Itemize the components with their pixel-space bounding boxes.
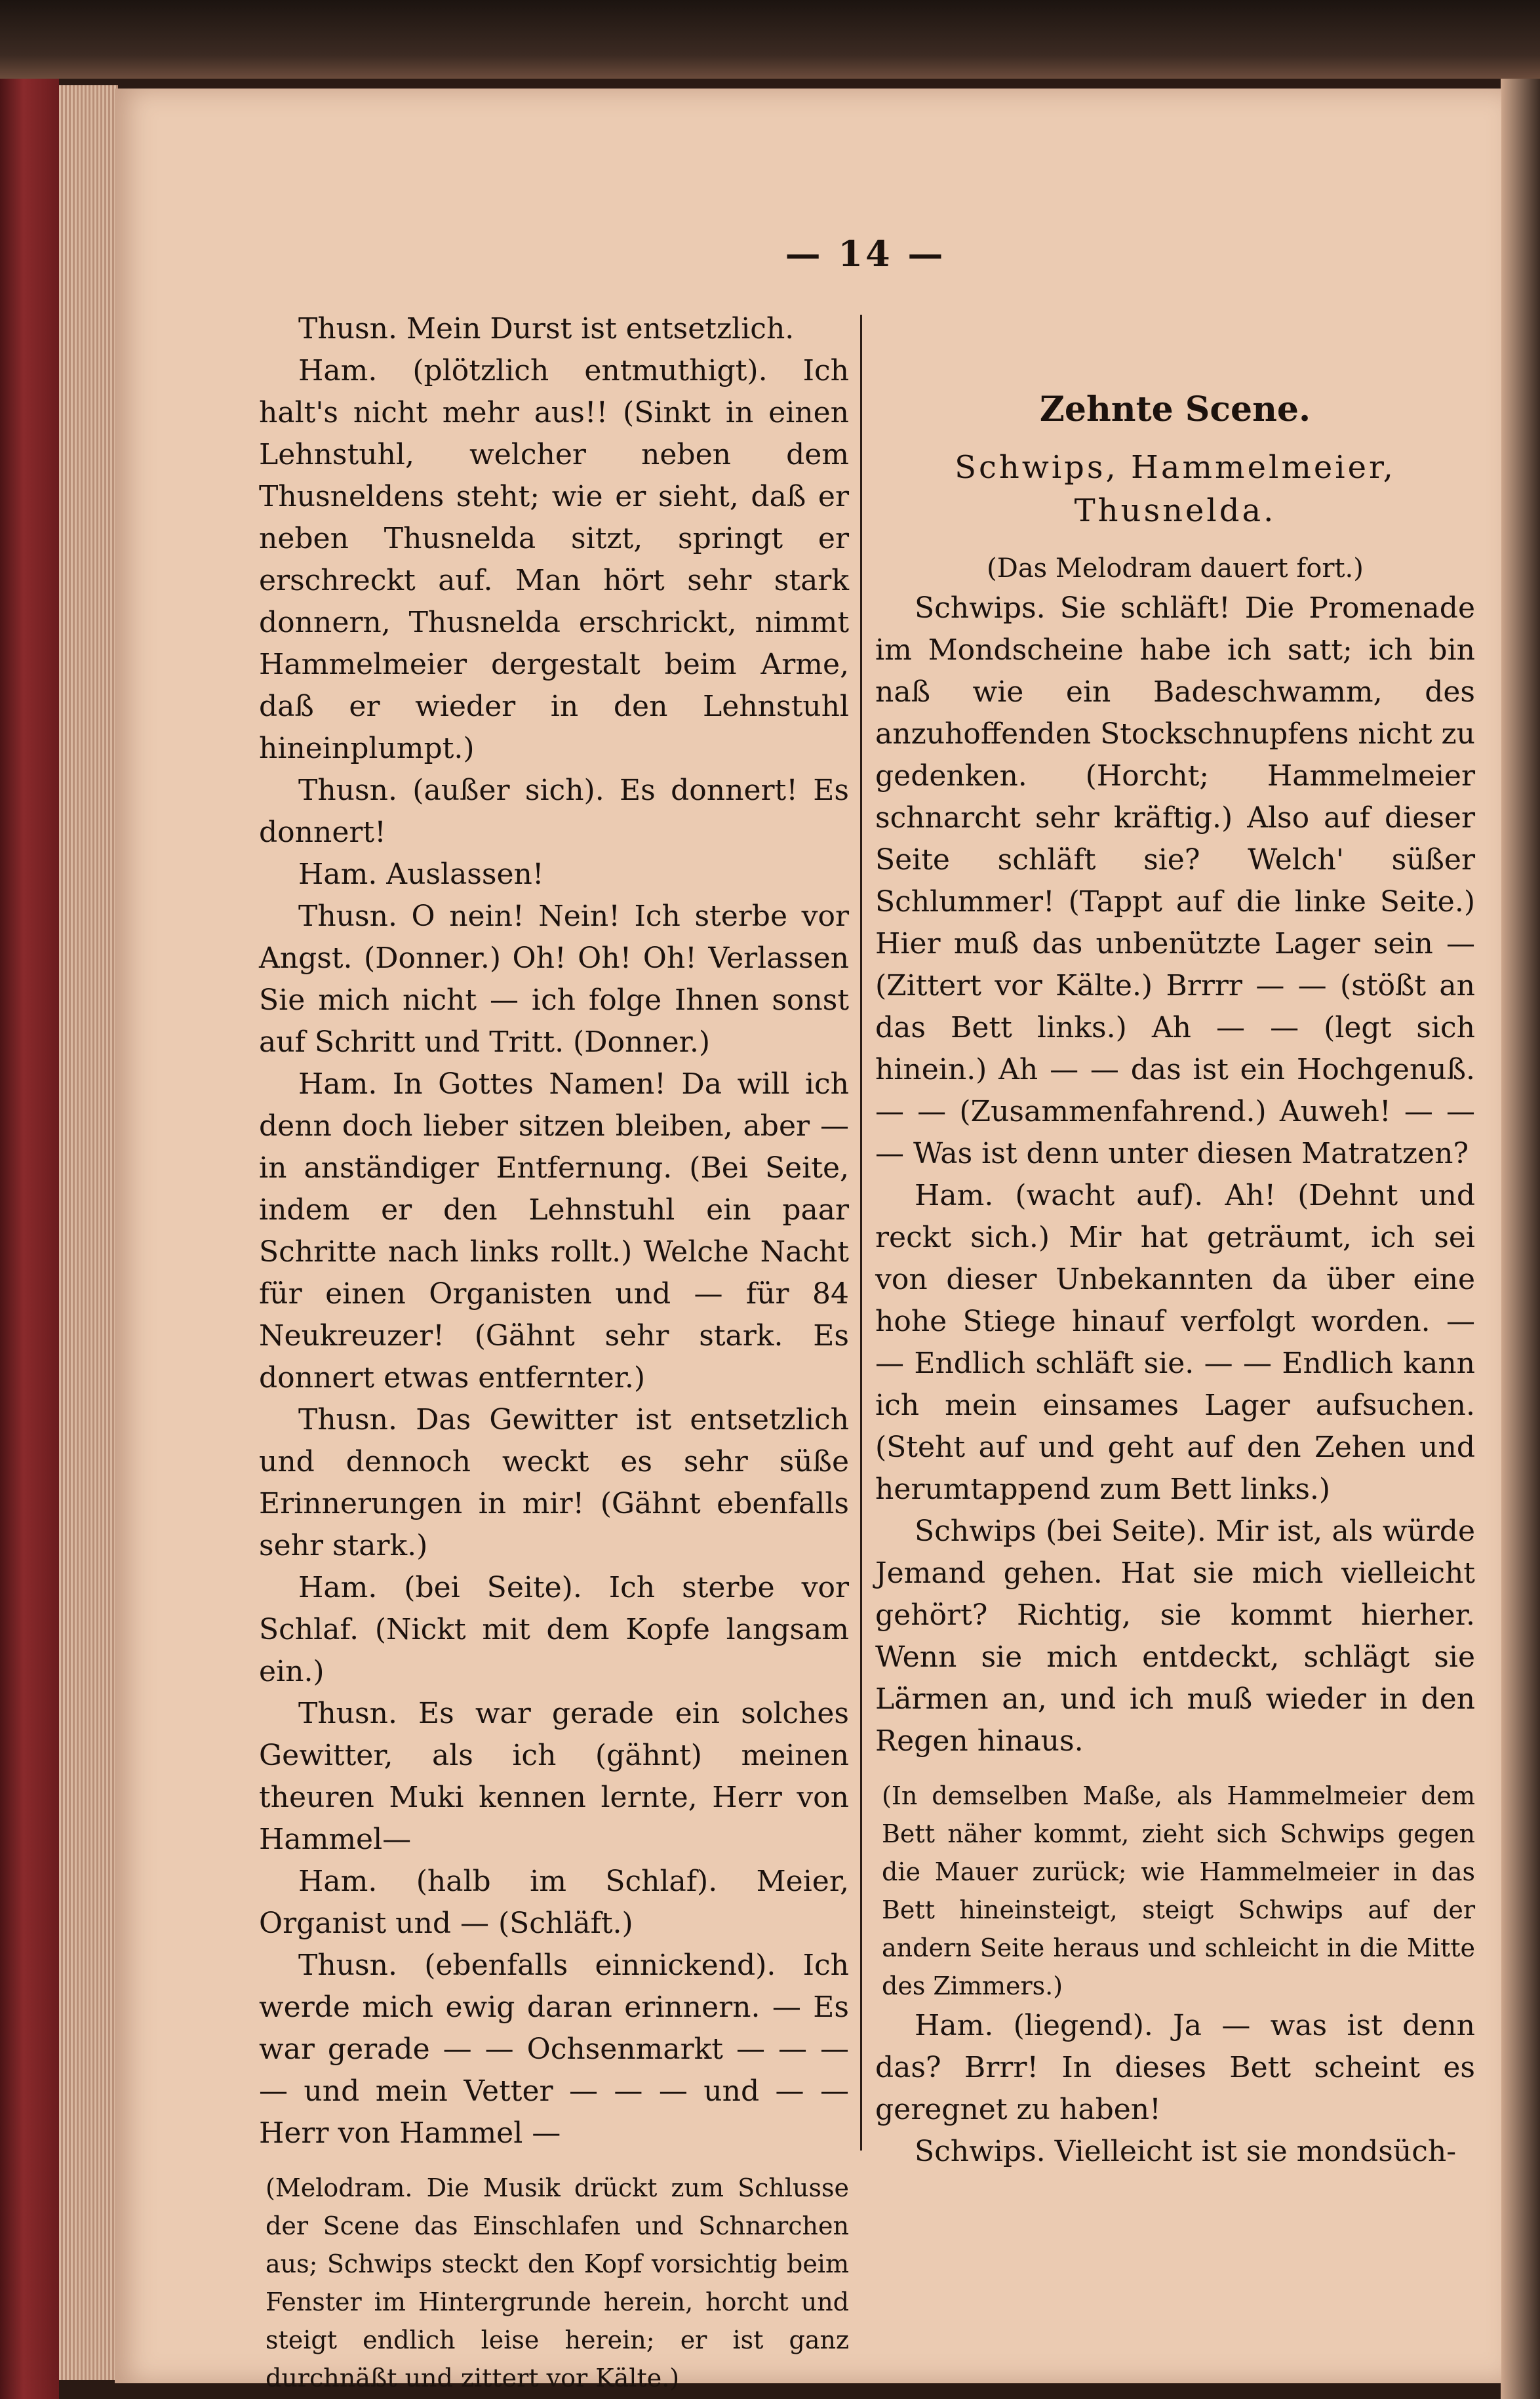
left-para-10: Ham. (halb im Schlaf). Meier, Organist und — (Schläft.) — [259, 1865, 849, 1940]
left-para-4: Ham. Auslassen! — [298, 858, 544, 891]
book-right-edge — [1501, 79, 1540, 2399]
scene-title: Zehnte Scene. — [1039, 389, 1311, 429]
right-para-4: Ham. (liegend). Ja — was ist denn das? Brrr! In dieses Bett scheint es geregnet zu haben! — [875, 2009, 1475, 2126]
column-divider — [860, 315, 862, 2151]
left-para-9: Thusn. Es war gerade ein solches Gewitter, als ich (gähnt) meinen theuren Muki kennen lernte, Herr von Hammel— — [259, 1697, 849, 1856]
right-para-2: Ham. (wacht auf). Ah! (Dehnt und reckt sich.) Mir hat geträumt, ich sei von dieser Unbekannten da über eine hohe Stiege hinauf verfolgt worden. — — Endlich schläft sie. — — Endlich kann ich mein einsames Lager aufsuchen. (Steht auf und geht auf den Zehen und herumtappend zum Bett links.) — [875, 1179, 1475, 1506]
left-stage-direction: (Melodram. Die Musik drückt zum Schlusse der Scene das Einschlafen und Schnarchen aus; Schwips steckt den Kopf vorsichtig beim Fenster im Hintergrunde herein, horcht und steigt endlich leise herein; er ist ganz durchnäßt und zittert vor Kälte.) — [266, 2173, 849, 2392]
left-para-11: Thusn. (ebenfalls einnickend). Ich werde mich ewig daran erinnern. — Es war gerade — — Ochsenmarkt — — — — und mein Vetter — — — und — — Herr von Hammel — — [259, 1949, 849, 2150]
left-para-2: Ham. (plötzlich entmuthigt). Ich halt's nicht mehr aus!! (Sinkt in einen Lehnstuhl, welcher neben dem Thusneldens steht; wie er sieht, daß er neben Thusnelda sitzt, springt er erschreckt auf. Man hört sehr stark donnern, Thusnelda erschrickt, nimmt Hammelmeier dergestalt beim Arme, daß er wieder in den Lehnstuhl hineinplumpt.) — [259, 354, 849, 765]
page-number: — 14 — — [785, 233, 946, 275]
right-column — [875, 308, 1475, 2173]
book-cover-top — [0, 0, 1540, 79]
right-stage-direction: (In demselben Maße, als Hammelmeier dem Bett näher kommt, zieht sich Schwips gegen die Mauer zurück; wie Hammelmeier in das Bett hineinsteigt, steigt Schwips auf der andern Seite heraus und schleicht in die Mitte des Zimmers.) — [882, 1781, 1475, 2000]
page-edges — [59, 85, 118, 2380]
right-para-5: Schwips. Vielleicht ist sie mondsüch- — [915, 2135, 1457, 2168]
left-para-5: Thusn. O nein! Nein! Ich sterbe vor Angst. (Donner.) Oh! Oh! Oh! Verlassen Sie mich nicht — ich folge Ihnen sonst auf Schritt und Tritt. (Donner.) — [259, 900, 849, 1059]
left-para-8: Ham. (bei Seite). Ich sterbe vor Schlaf. (Nickt mit dem Kopfe langsam ein.) — [259, 1571, 849, 1688]
cast-line-1: Schwips, Hammelmeier, — [955, 449, 1396, 486]
left-column — [259, 308, 849, 2397]
left-para-7: Thusn. Das Gewitter ist entsetzlich und dennoch weckt es sehr süße Erinnerungen in mir! (Gähnt ebenfalls sehr stark.) — [259, 1403, 849, 1562]
cast-line-2: Thusnelda. — [1074, 492, 1276, 529]
left-para-1: Thusn. Mein Durst ist entsetzlich. — [298, 312, 795, 346]
melodram-note: (Das Melodram dauert fort.) — [987, 553, 1364, 584]
left-para-6: Ham. In Gottes Namen! Da will ich denn doch lieber sitzen bleiben, aber — in anständiger Entfernung. (Bei Seite, indem er den Lehnstuhl ein paar Schritte nach links rollt.) Welche Nacht für einen Organisten und — für 84 Neukreuzer! (Gähnt sehr stark. Es donnert etwas entfernter.) — [259, 1067, 849, 1395]
left-para-3: Thusn. (außer sich). Es donnert! Es donnert! — [259, 774, 849, 849]
right-para-1: Schwips. Sie schläft! Die Promenade im Mondscheine habe ich satt; ich bin naß wie ein Badeschwamm, des anzuhoffenden Stockschnupfens nicht zu gedenken. (Horcht; Hammelmeier schnarcht sehr kräftig.) Also auf dieser Seite schläft sie? Welch' süßer Schlummer! (Tappt auf die linke Seite.) Hier muß das unbenützte Lager sein — (Zittert vor Kälte.) Brrrr — — (stößt an das Bett links.) Ah — — (legt sich hinein.) Ah — — das ist ein Hochgenuß. — — (Zusammenfahrend.) Auweh! — — — Was ist denn unter diesen Matratzen? — [875, 591, 1475, 1170]
book-spine — [0, 79, 59, 2399]
right-para-3: Schwips (bei Seite). Mir ist, als würde Jemand gehen. Hat sie mich vielleicht gehört? Richtig, sie kommt hierher. Wenn sie mich entdeckt, schlägt sie Lärmen an, und ich muß wieder in den Regen hinaus. — [875, 1515, 1475, 1758]
